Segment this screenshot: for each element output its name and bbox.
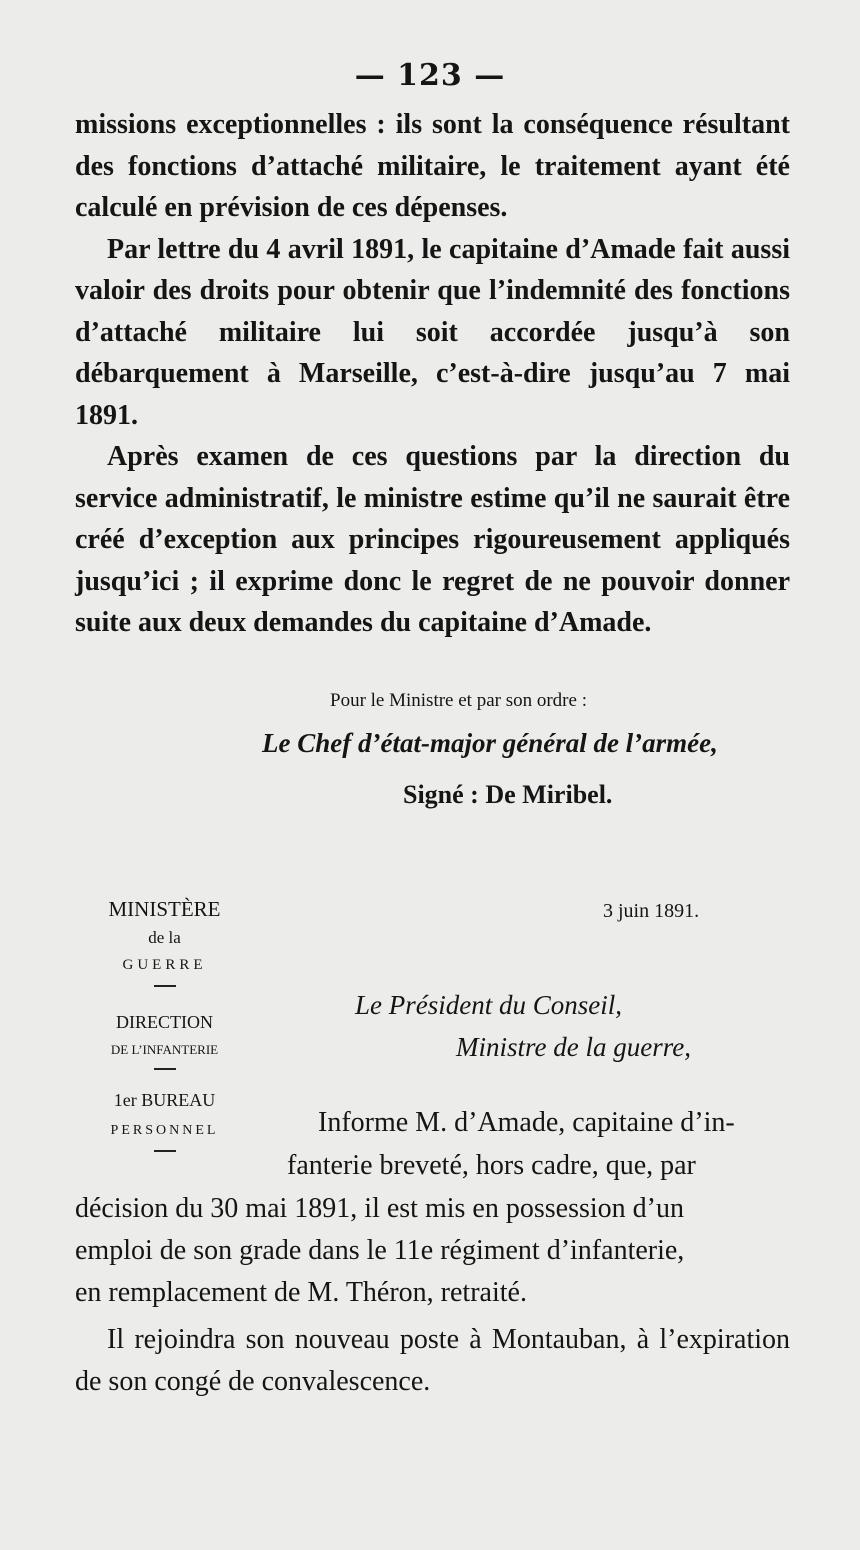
letter-date: 3 juin 1891. (603, 900, 700, 922)
signature-title: Le Chef d’état-major général de l’armée, (262, 728, 718, 758)
paragraph-3: Après examen de ces questions par la direction du service administratif, le ministre estime qu’il ne saurait être créé d’exception aux principes rigoureusement appliqués jusqu’ici ; il exprime donc le regret de ne pouvoir donner suite aux deux demandes du capitaine d’Amade. (75, 441, 790, 638)
paragraph-1: missions exceptionnelles : ils sont la conséquence résultant des fonctions d’attaché militaire, le traitement ayant été calculé en prévision de ces dépenses. (75, 109, 790, 223)
signature-authority: Pour le Ministre et par son ordre : (330, 690, 587, 711)
signature-prefix: Signé : (403, 780, 486, 809)
divider-2 (92, 1068, 237, 1070)
president-line-1: Le Président du Conseil, (355, 990, 622, 1020)
infanterie-label: DE L’INFANTERIE (110, 1042, 219, 1057)
ministry-label: MINISTÈRE (108, 897, 221, 921)
paragraph-2: Par lettre du 4 avril 1891, le capitaine d’Amade fait aussi valoir des droits pour obtenir que l’indemnité des fonctions d’attaché militaire lui soit accordée jusqu’à son débarquement à Marseille, c’est-à-dire jusqu’au 7 mai 1891. (75, 233, 790, 431)
decision-line-2: fanterie breveté, hors cadre, que, par (287, 1150, 696, 1181)
decision-line-4: emploi de son grade dans le 11e régiment d’infanterie, (75, 1235, 685, 1266)
divider-1 (92, 985, 237, 987)
letter-body (75, 104, 790, 644)
signature-surname: De Miribel. (485, 780, 613, 809)
president-line-2: Ministre de la guerre, (456, 1032, 691, 1062)
decision-line-5: en remplacement de M. Théron, retraité. (75, 1277, 527, 1308)
bureau-label: 1er BUREAU (113, 1090, 216, 1110)
signature-name (403, 780, 612, 810)
divider-3 (92, 1150, 237, 1152)
decision-line-1: Informe M. d’Amade, capitaine d’in- (318, 1107, 735, 1138)
decision-line-3: décision du 30 mai 1891, il est mis en possession d’un (75, 1193, 684, 1224)
final-paragraph: Il rejoindra son nouveau poste à Montauban, à l’expiration de son congé de convalescence. (75, 1324, 790, 1397)
personnel-label: PERSONNEL (110, 1123, 219, 1138)
final-paragraph-block (75, 1319, 790, 1402)
direction-label: DIRECTION (116, 1012, 213, 1032)
de-la-label: de la (148, 928, 181, 947)
guerre-label: GUERRE (122, 957, 207, 973)
page-number: — 123 — (354, 58, 506, 93)
